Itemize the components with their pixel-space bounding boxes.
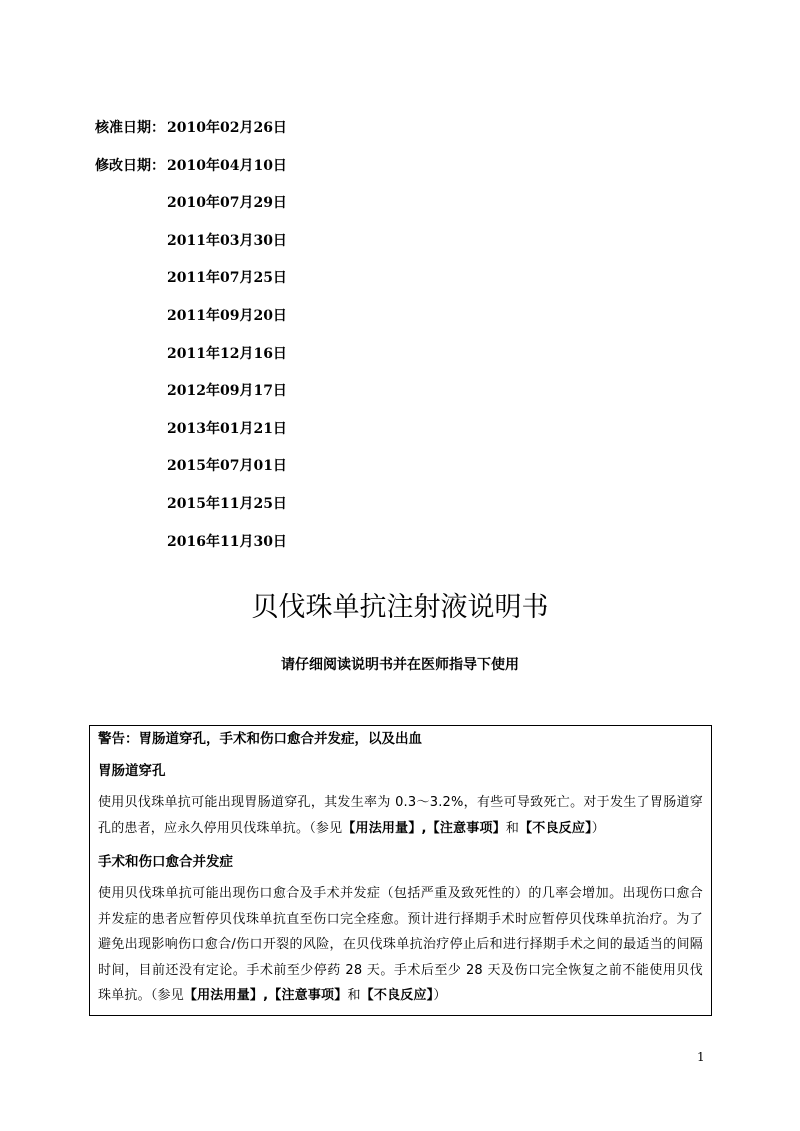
warning-box <box>89 725 712 1016</box>
wound-healing-text: 使用贝伐珠单抗可能出现伤口愈合及手术并发症（包括严重及致死性的）的几率会增加。出现伤口愈合并发症的患者应暂停贝伐珠单抗直至伤口完全痊愈。预计进行择期手术时应暂停贝伐珠单抗治疗。为了避免出现影响伤口愈合/伤口开裂的风险，在贝伐珠单抗治疗停止后和进行择期手术之间的最适当的间隔时间，目前还没有定论。手术前至少停药 28 天。手术后至少 28 天及伤口完全恢复之前不能使用贝伐珠单抗。（参见【用法用量】,【注意事项】和【不良反应】） <box>98 886 703 1003</box>
page-number: 1 <box>697 1050 705 1064</box>
revision-date: 2016年11月30日 <box>167 533 287 550</box>
warning-heading: 警告：胃肠道穿孔，手术和伤口愈合并发症，以及出血 <box>98 731 422 747</box>
approval-date: 2010年02月26日 <box>167 120 287 136</box>
gi-perforation-heading: 胃肠道穿孔 <box>98 763 166 779</box>
revision-date-row <box>95 306 287 344</box>
revision-date-row <box>95 268 287 306</box>
revision-date: 2010年04月10日 <box>167 157 287 174</box>
revision-date: 2013年01月21日 <box>167 420 287 437</box>
revision-date-row <box>95 532 287 570</box>
reference-link: 【用法用量】,【注意事项】 <box>183 988 348 1003</box>
revision-date: 2011年09月20日 <box>167 307 287 324</box>
revision-date-row <box>95 494 287 532</box>
revision-date: 2011年12月16日 <box>167 345 287 362</box>
revision-date-row <box>95 231 287 269</box>
revision-date-row <box>95 156 287 194</box>
revision-date-row <box>95 193 287 231</box>
revision-date: 2011年07月25日 <box>167 270 287 287</box>
gi-perforation-text: 使用贝伐珠单抗可能出现胃肠道穿孔，其发生率为 0.3～3.2%，有些可导致死亡。对于发生了胃肠道穿孔的患者，应永久停用贝伐珠单抗。（参见【用法用量】,【注意事项】和【不良反应】） <box>98 795 703 836</box>
revision-date: 2015年11月25日 <box>167 495 287 512</box>
wound-healing-heading: 手术和伤口愈合并发症 <box>98 854 233 870</box>
approval-date-label: 核准日期： <box>95 120 165 136</box>
revision-date: 2010年07月29日 <box>167 195 287 212</box>
approval-date-row <box>95 118 287 156</box>
reference-link: 【不良反应】 <box>519 820 592 836</box>
reference-link: 【用法用量】,【注意事项】 <box>342 820 506 836</box>
revision-date: 2011年03月30日 <box>167 232 287 249</box>
document-subtitle: 请仔细阅读说明书并在医师指导下使用 <box>281 657 519 673</box>
revision-date-row <box>95 419 287 457</box>
date-history <box>95 118 287 569</box>
revision-date-label: 修改日期： <box>95 157 165 174</box>
revision-date: 2012年09月17日 <box>167 383 287 400</box>
document-title: 贝伐珠单抗注射液说明书 <box>251 592 549 623</box>
revision-date-row <box>95 381 287 419</box>
revision-date-row <box>95 456 287 494</box>
reference-link: 【不良反应】 <box>360 988 434 1003</box>
revision-date: 2015年07月01日 <box>167 458 287 475</box>
revision-date-row <box>95 344 287 382</box>
